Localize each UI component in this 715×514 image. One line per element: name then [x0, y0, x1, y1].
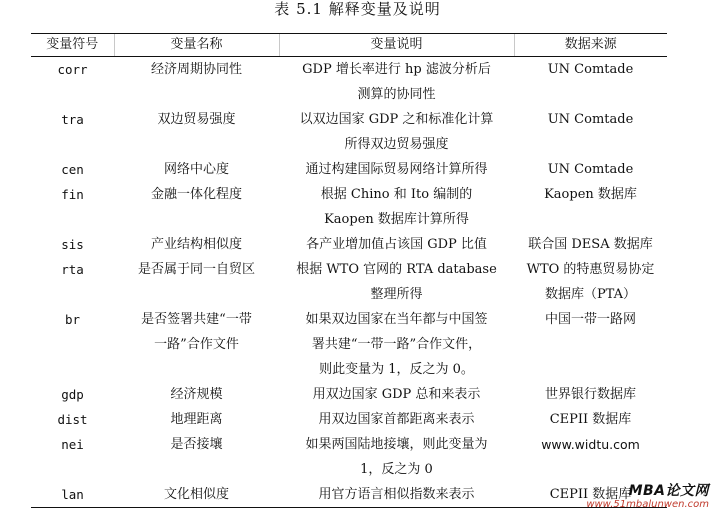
cell-line: 如果两国陆地接壤，则此变量为 — [305, 437, 488, 452]
variables-table — [31, 33, 667, 508]
table-row — [31, 382, 667, 407]
table-header-row — [31, 34, 667, 57]
cell-symbol: fin — [61, 187, 84, 202]
watermark-title: MBA论文网 — [628, 483, 709, 499]
cell-description — [279, 257, 514, 307]
header-symbol: 变量符号 — [31, 34, 114, 57]
cell-line: WTO 的特惠贸易协定 — [526, 262, 655, 277]
cell-symbol: rta — [61, 262, 84, 277]
cell-line: 用双边国家首都距离来表示 — [318, 412, 475, 427]
table-row — [31, 482, 667, 508]
cell-description — [279, 157, 514, 182]
cell-symbol: nei — [61, 437, 84, 452]
watermark-url: www.51mbalunwen.com — [586, 499, 709, 510]
table-row — [31, 432, 667, 482]
cell-line: CEPII 数据库 — [549, 412, 632, 427]
cell-symbol: tra — [61, 112, 84, 127]
cell-source — [514, 382, 667, 407]
cell-line: Kaopen 数据库 — [544, 187, 637, 202]
header-description: 变量说明 — [279, 34, 514, 57]
table-row — [31, 257, 667, 307]
cell-name: 网络中心度 — [163, 162, 229, 177]
table-caption: 表 5.1 解释变量及说明 — [274, 0, 441, 18]
cell-line: Kaopen 数据库计算所得 — [324, 212, 469, 227]
cell-line: 中国一带一路网 — [544, 312, 636, 327]
table-row — [31, 307, 667, 382]
cell-symbol: sis — [61, 237, 84, 252]
cell-source — [514, 432, 667, 482]
cell-source — [514, 157, 667, 182]
cell-line: 1，反之为 0 — [360, 462, 433, 477]
cell-name — [114, 307, 279, 382]
cell-description — [279, 57, 514, 108]
cell-name: 双边贸易强度 — [157, 112, 236, 127]
cell-line: 是否签署共建“一带 — [141, 312, 252, 327]
cell-line: 以双边国家 GDP 之和标准化计算 — [299, 112, 494, 127]
cell-line: UN Comtade — [547, 162, 634, 177]
table-row — [31, 407, 667, 432]
cell-line: CEPII 数据库 — [549, 487, 632, 502]
cell-symbol: corr — [57, 62, 88, 77]
cell-line: 用官方语言相似指数来表示 — [318, 487, 475, 502]
table-row — [31, 107, 667, 157]
cell-line: 根据 WTO 官网的 RTA database — [296, 262, 497, 277]
cell-line: 如果双边国家在当年都与中国签 — [305, 312, 488, 327]
cell-description — [279, 382, 514, 407]
cell-source — [514, 182, 667, 232]
cell-description — [279, 307, 514, 382]
cell-line: UN Comtade — [547, 112, 634, 127]
cell-line: 则此变量为 1，反之为 0。 — [319, 362, 474, 377]
table-row — [31, 57, 667, 108]
cell-line: 整理所得 — [370, 287, 423, 302]
cell-symbol: lan — [31, 482, 114, 508]
cell-symbol: br — [64, 312, 81, 327]
cell-name: 经济周期协同性 — [150, 62, 242, 77]
cell-source — [514, 232, 667, 257]
cell-line: 测算的协同性 — [357, 87, 436, 102]
cell-symbol: dist — [57, 412, 88, 427]
cell-line: 一路”合作文件 — [154, 337, 239, 352]
cell-description — [279, 107, 514, 157]
watermark — [586, 483, 709, 511]
cell-name: 经济规模 — [170, 387, 223, 402]
header-name: 变量名称 — [114, 34, 279, 57]
cell-name: 地理距离 — [170, 412, 223, 427]
cell-description — [279, 482, 514, 508]
table-body — [31, 57, 667, 508]
cell-line: 用双边国家 GDP 总和来表示 — [312, 387, 481, 402]
cell-name: 金融一体化程度 — [150, 187, 242, 202]
cell-line: 根据 Chino 和 Ito 编制的 — [320, 187, 473, 202]
cell-line: 通过构建国际贸易网络计算所得 — [305, 162, 488, 177]
cell-source — [514, 57, 667, 108]
cell-source — [514, 307, 667, 382]
cell-name: 是否接壤 — [170, 437, 223, 452]
cell-line: UN Comtade — [547, 62, 634, 77]
table-row — [31, 232, 667, 257]
table-row — [31, 182, 667, 232]
cell-line: GDP 增长率进行 hp 滤波分析后 — [302, 62, 491, 77]
header-source: 数据来源 — [514, 34, 667, 57]
cell-symbol: cen — [61, 162, 84, 177]
cell-line: 数据库（PTA） — [544, 287, 637, 302]
table-row — [31, 157, 667, 182]
cell-line: 世界银行数据库 — [544, 387, 636, 402]
cell-symbol: gdp — [61, 387, 84, 402]
cell-source — [514, 107, 667, 157]
cell-line: 各产业增加值占该国 GDP 比值 — [306, 237, 487, 252]
cell-description — [279, 407, 514, 432]
cell-description — [279, 432, 514, 482]
cell-source — [514, 257, 667, 307]
cell-description — [279, 182, 514, 232]
cell-line: 联合国 DESA 数据库 — [528, 237, 653, 252]
cell-name: 文化相似度 — [114, 482, 279, 508]
cell-description — [279, 232, 514, 257]
cell-source — [514, 407, 667, 432]
cell-line: www.widtu.com — [541, 437, 640, 452]
cell-name: 是否属于同一自贸区 — [137, 262, 255, 277]
cell-line: 署共建“一带一路”合作文件， — [311, 337, 482, 352]
cell-line: 所得双边贸易强度 — [344, 137, 449, 152]
cell-name: 产业结构相似度 — [150, 237, 242, 252]
